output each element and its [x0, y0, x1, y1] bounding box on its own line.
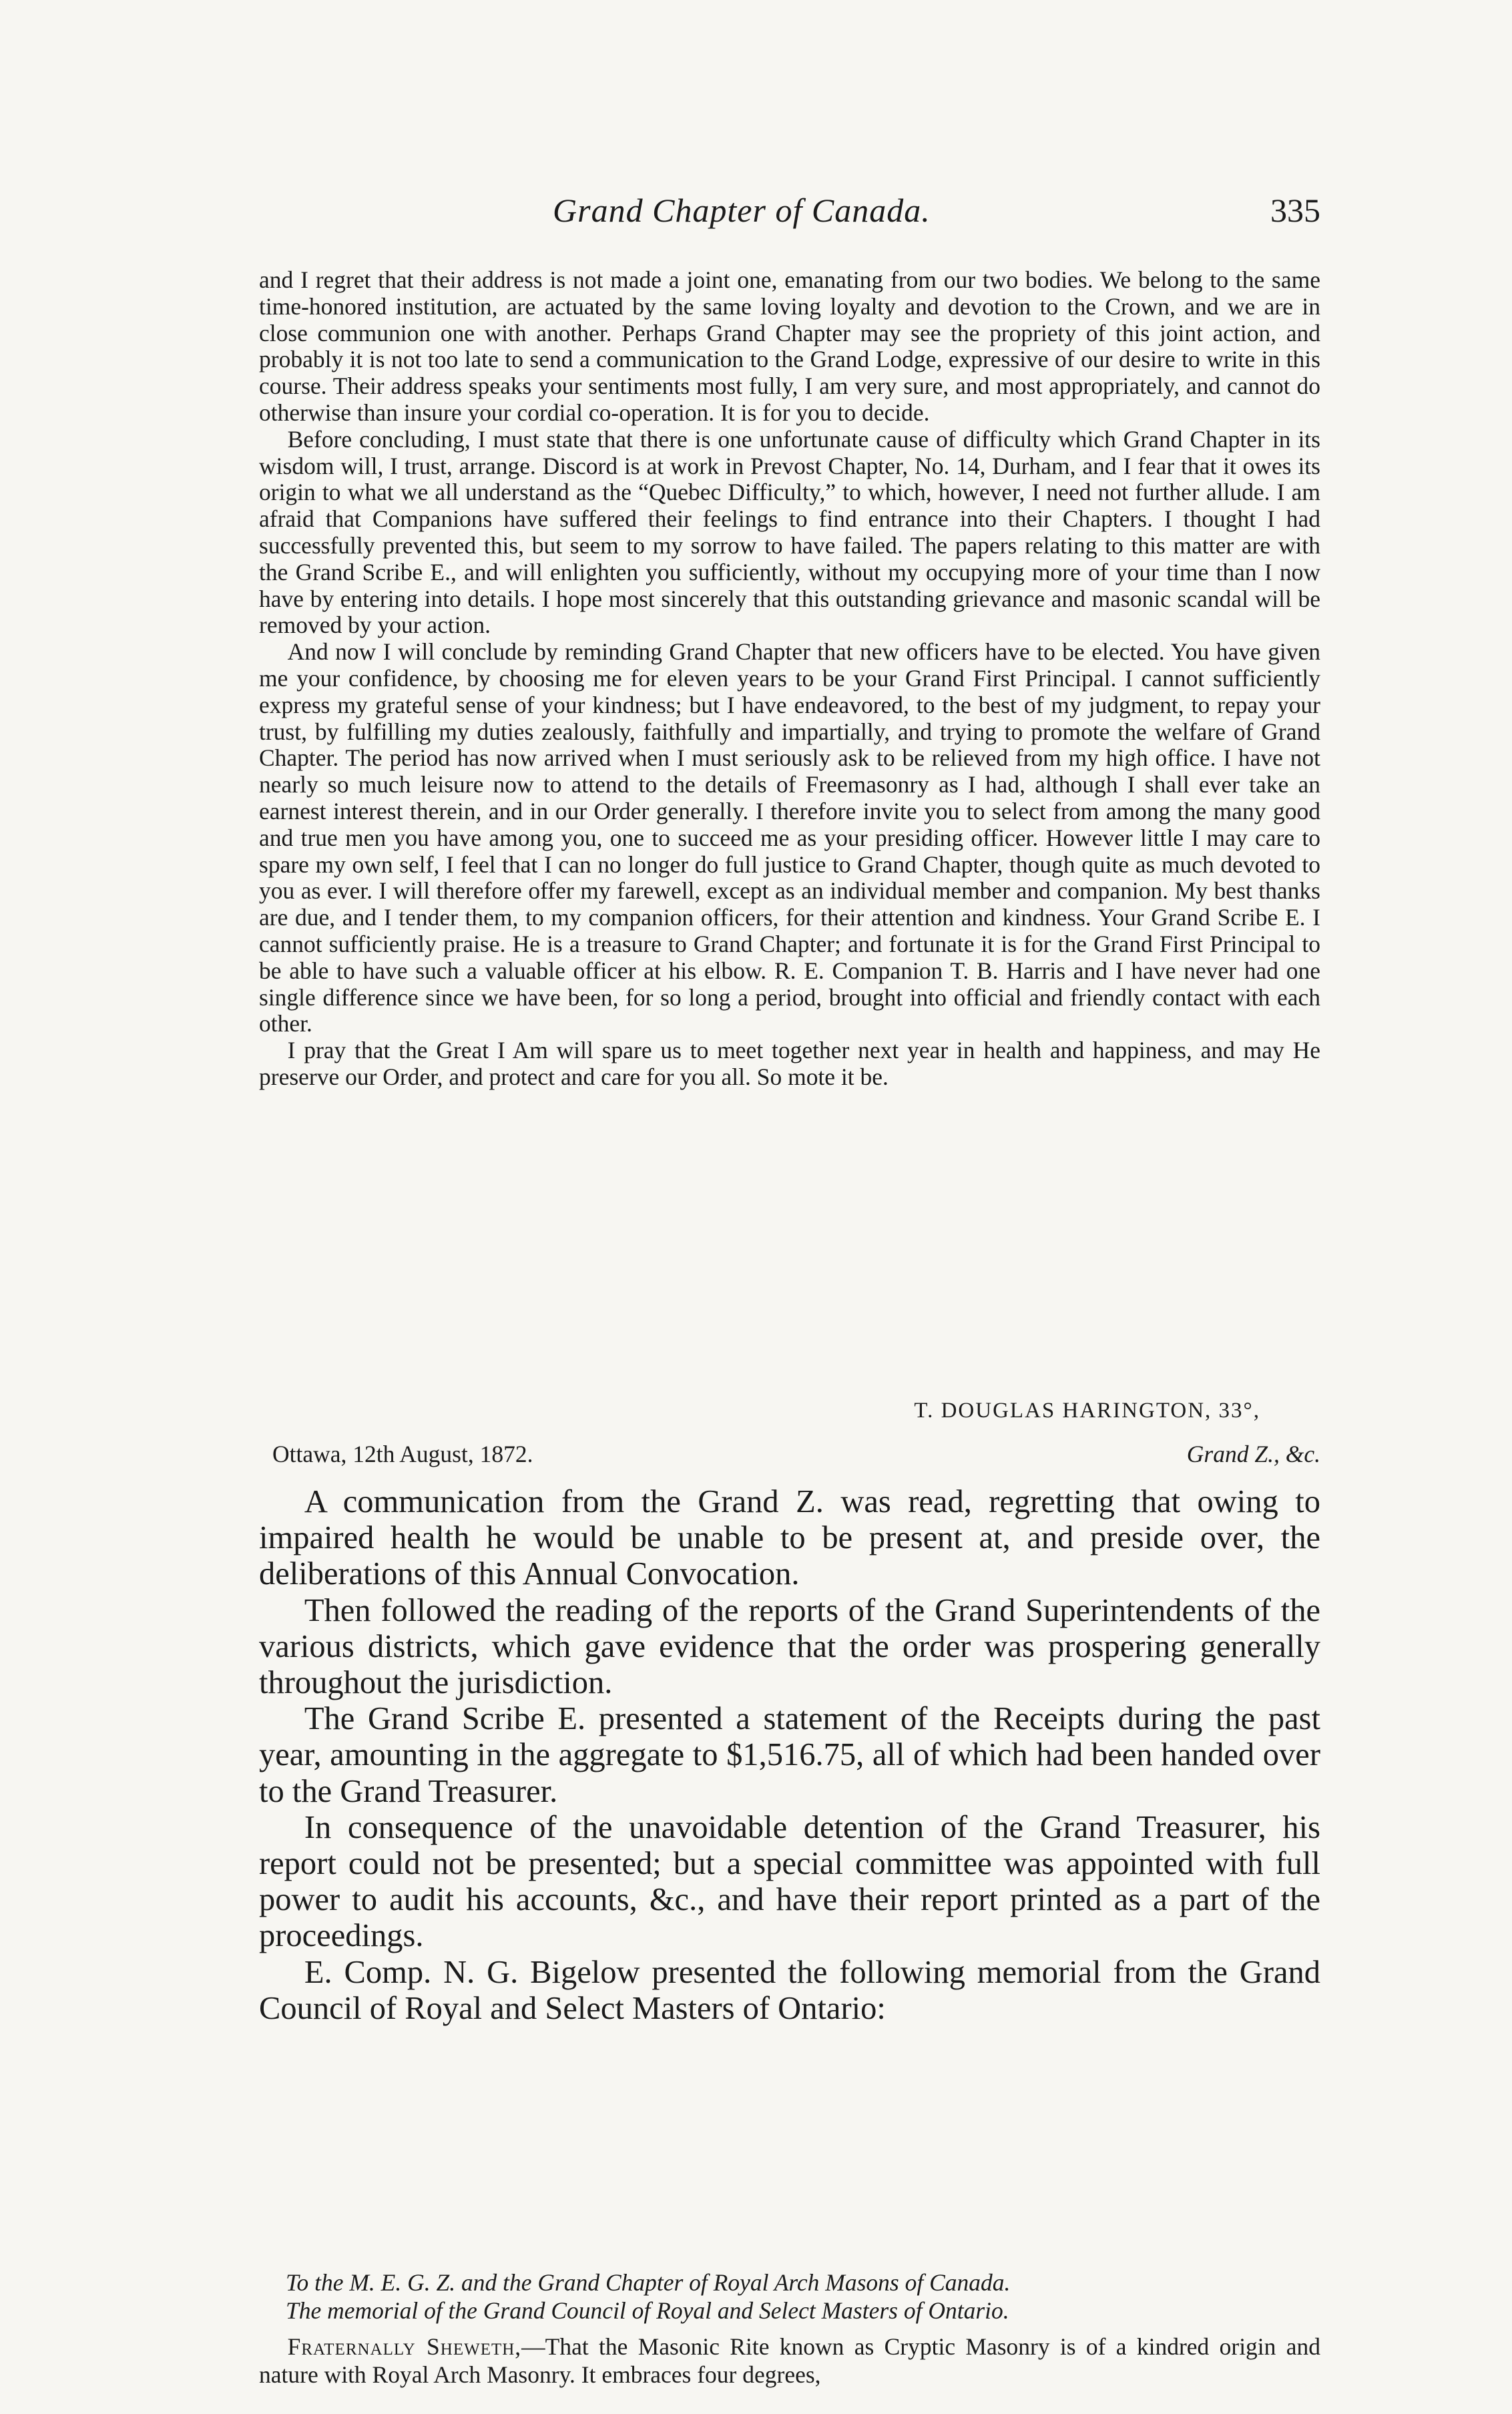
- memorial-section: [259, 2268, 1320, 2389]
- memorial-subtitle: The memorial of the Grand Council of Royal and Select Masters of Ontario.: [286, 2297, 1009, 2324]
- proceedings-paragraph: E. Comp. N. G. Bigelow presented the following memorial from the Grand Council of Royal and Select Masters of Ontario:: [259, 1954, 1320, 2026]
- proceedings-paragraph: The Grand Scribe E. presented a statement of the Receipts during the past year, amounting in the aggregate to $1,516.75, all of which had been handed over to the Grand Treasurer.: [259, 1701, 1320, 1809]
- letter-paragraph: and I regret that their address is not made a joint one, emanating from our two bodies. We belong to the same time-honored institution, are actuated by the same loving loyalty and devotion to the Crown, and we are in close communion one with another. Perhaps Grand Chapter may see the propriety of this joint action, and probably it is not too late to send a communication to the Grand Lodge, expressive of our desire to write in this course. Their address speaks your sentiments most fully, I am very sure, and most appropriately, and cannot do otherwise than insure your cordial co-operation. It is for you to decide.: [259, 266, 1320, 426]
- memorial-address: To the M. E. G. Z. and the Grand Chapter of Royal Arch Masons of Canada.: [286, 2269, 1011, 2296]
- memorial-paragraph: [259, 2333, 1320, 2389]
- signature-title: Grand Z., &c.: [1186, 1441, 1320, 1467]
- page-header: [259, 191, 1320, 244]
- date-line: Ottawa, 12th August, 1872.: [272, 1441, 533, 1467]
- signature-name: T. DOUGLAS HARINGTON, 33°,: [914, 1399, 1260, 1423]
- letter-paragraph: And now I will conclude by reminding Grand Chapter that new officers have to be elected. You have given me your confidence, by choosing me for eleven years to be your Grand First Principal. I cannot sufficiently express my grateful sense of your kindness; but I have endeavored, to the best of my judgment, to repay your trust, by fulfilling my duties zealously, faithfully and impartially, and trying to promote the welfare of Grand Chapter. The period has now arrived when I must seriously ask to be relieved from my high office. I have not nearly so much leisure now to attend to the details of Freemasonry as I had, although I shall ever take an earnest interest therein, and in our Order generally. I therefore invite you to select from among the many good and true men you have among you, one to succeed me as your presiding officer. However little I may care to spare my own self, I feel that I can no longer do full justice to Grand Chapter, though quite as much devoted to you as ever. I will therefore offer my farewell, except as an individual member and companion. My best thanks are due, and I tender them, to my companion officers, for their attention and kindness. Your Grand Scribe E. I cannot sufficiently praise. He is a treasure to Grand Chapter; and fortunate it is for the Grand First Principal to be able to have such a valuable officer at his elbow. R. E. Companion T. B. Harris and I have never had one single difference since we have been, for so long a period, brought into official and friendly contact with each other.: [259, 638, 1320, 1037]
- proceedings-paragraph: A communication from the Grand Z. was read, regretting that owing to impaired health he would be unable to be present at, and preside over, the deliberations of this Annual Convocation.: [259, 1484, 1320, 1592]
- letter-paragraph: I pray that the Great I Am will spare us to meet together next year in health and happiness, and may He preserve our Order, and protect and care for you all. So mote it be.: [259, 1037, 1320, 1090]
- proceedings-body: [259, 1484, 1320, 2027]
- memorial-lead: Fraternally Sheweth,: [287, 2333, 522, 2360]
- proceedings-paragraph: In consequence of the unavoidable detention of the Grand Treasurer, his report could not be presented; but a special committee was appointed with full power to audit his accounts, &c., and have their report printed as a part of the proceedings.: [259, 1809, 1320, 1954]
- proceedings-paragraph: Then followed the reading of the reports of the Grand Superintendents of the various districts, which gave evidence that the order was prospering generally throughout the jurisdiction.: [259, 1592, 1320, 1701]
- letter-body: [259, 267, 1320, 1091]
- memorial-text: —That the Masonic Rite known as Cryptic Masonry is of a kindred origin and nature with Royal Arch Masonry. It embraces four degrees,: [259, 2333, 1320, 2388]
- letter-paragraph: Before concluding, I must state that there is one unfortunate cause of difficulty which Grand Chapter in its wisdom will, I trust, arrange. Discord is at work in Prevost Chapter, No. 14, Durham, and I fear that it owes its origin to what we all understand as the “Quebec Difficulty,” to which, however, I need not further allude. I am afraid that Companions have suffered their feelings to find entrance into their Chapters. I thought I had successfully prevented this, but seem to my sorrow to have failed. The papers relating to this matter are with the Grand Scribe E., and will enlighten you sufficiently, without my occupying more of your time than I now have by entering into details. I hope most sincerely that this outstanding grievance and masonic scandal will be removed by your action.: [259, 425, 1320, 639]
- page-number: 335: [1270, 192, 1320, 229]
- running-title: Grand Chapter of Canada.: [553, 192, 931, 229]
